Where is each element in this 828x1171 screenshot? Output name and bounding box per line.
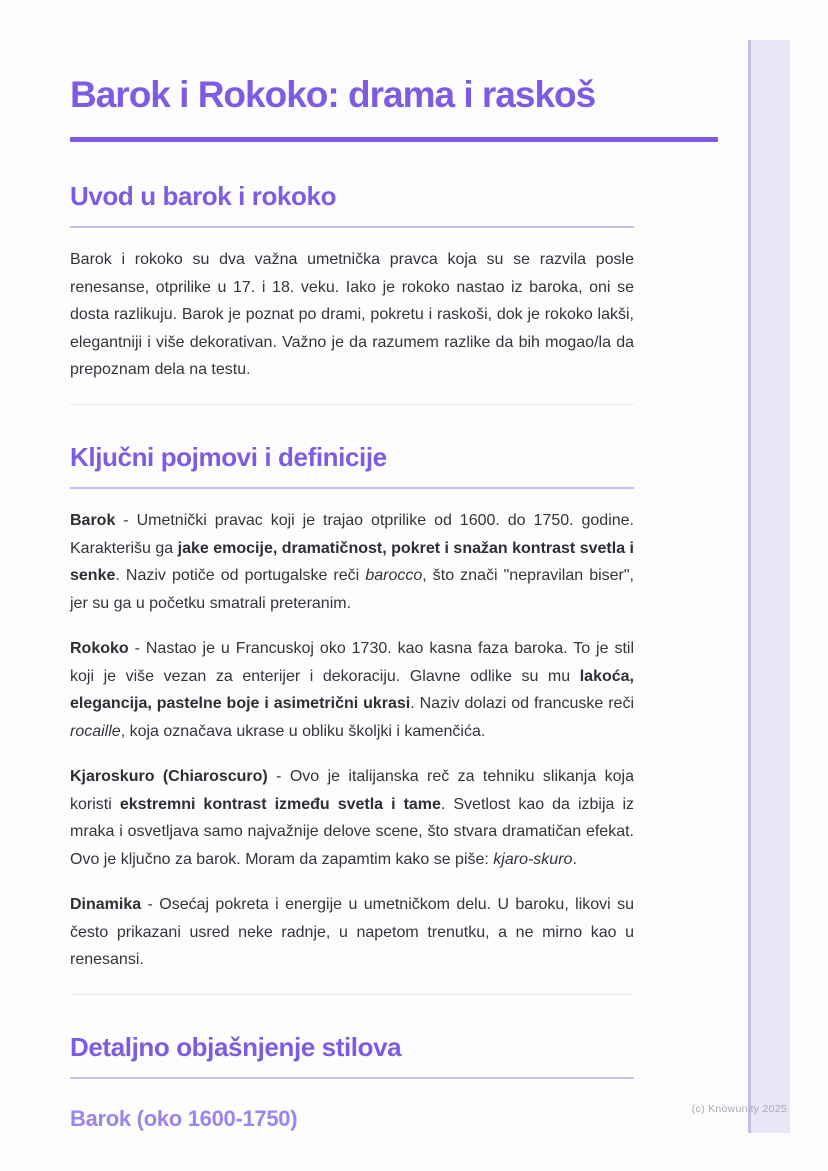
section-divider [70, 994, 634, 995]
section-heading-pojmovi: Ključni pojmovi i definicije [70, 441, 634, 490]
page-title: Barok i Rokoko: drama i raskoš [70, 74, 596, 115]
paragraph-definition-kjaroskuro: Kjaroskuro (Chiaroscuro) - Ovo je italijanska reč za tehniku slikanja koja koristi ekstremni kontrast između svetla i tame. Svetlost kao da izbija iz mraka i osvetljava samo najvažnije delove scene, što stvara dramatičan efekat. Ovo je ključno za barok. Moram da zapamtim kako se piše: kjaro-skuro. [70, 768, 634, 868]
watermark: (c) Knowunity 2025 [691, 1103, 787, 1115]
document-page [70, 74, 718, 1132]
next-page-edge [748, 40, 790, 1133]
paragraph-uvod: Barok i rokoko su dva važna umetnička pravca koja su se razvila posle renesanse, otprilike u 17. i 18. veku. Iako je rokoko nastao iz baroka, oni se dosta razlikuju. Barok je poznat po drami, pokretu i raskoši, dok je rokoko lakši, elegantniji i više dekorativan. Važno je da razumem razlike da bih mogao/la da prepoznam dela na testu. [70, 251, 634, 379]
paragraph-definition-barok: Barok - Umetnički pravac koji je trajao otprilike od 1600. do 1750. godine. Karakterišu ga jake emocije, dramatičnost, pokret i snažan kontrast svetla i senke. Naziv potiče od portugalske reči barocco, što znači "nepravilan biser", jer su ga u početku smatrali preteranim. [70, 512, 635, 612]
subheading-barok-period: Barok (oko 1600-1750) [70, 1106, 298, 1132]
paragraph-definition-dinamika: Dinamika - Osećaj pokreta i energije u umetničkom delu. U baroku, likovi su često prikazani usred neke radnje, u napetom trenutku, a ne mirno kao u renesansi. [70, 896, 634, 969]
section-detaljno [70, 1031, 634, 1133]
section-heading-detaljno: Detaljno objašnjenje stilova [70, 1031, 634, 1080]
section-uvod [70, 180, 634, 384]
section-pojmovi [70, 441, 634, 974]
title-divider [70, 137, 718, 142]
section-divider [70, 404, 634, 405]
section-heading-uvod: Uvod u barok i rokoko [70, 180, 634, 229]
paragraph-definition-rokoko: Rokoko - Nastao je u Francuskoj oko 1730. kao kasna faza baroka. To je stil koji je više vezan za enterijer i dekoraciju. Glavne odlike su mu lakoća, elegancija, pastelne boje i asimetrični ukrasi. Naziv dolazi od francuske reči rocaille, koja označava ukrase u obliku školjki i kamenčića. [70, 640, 635, 740]
